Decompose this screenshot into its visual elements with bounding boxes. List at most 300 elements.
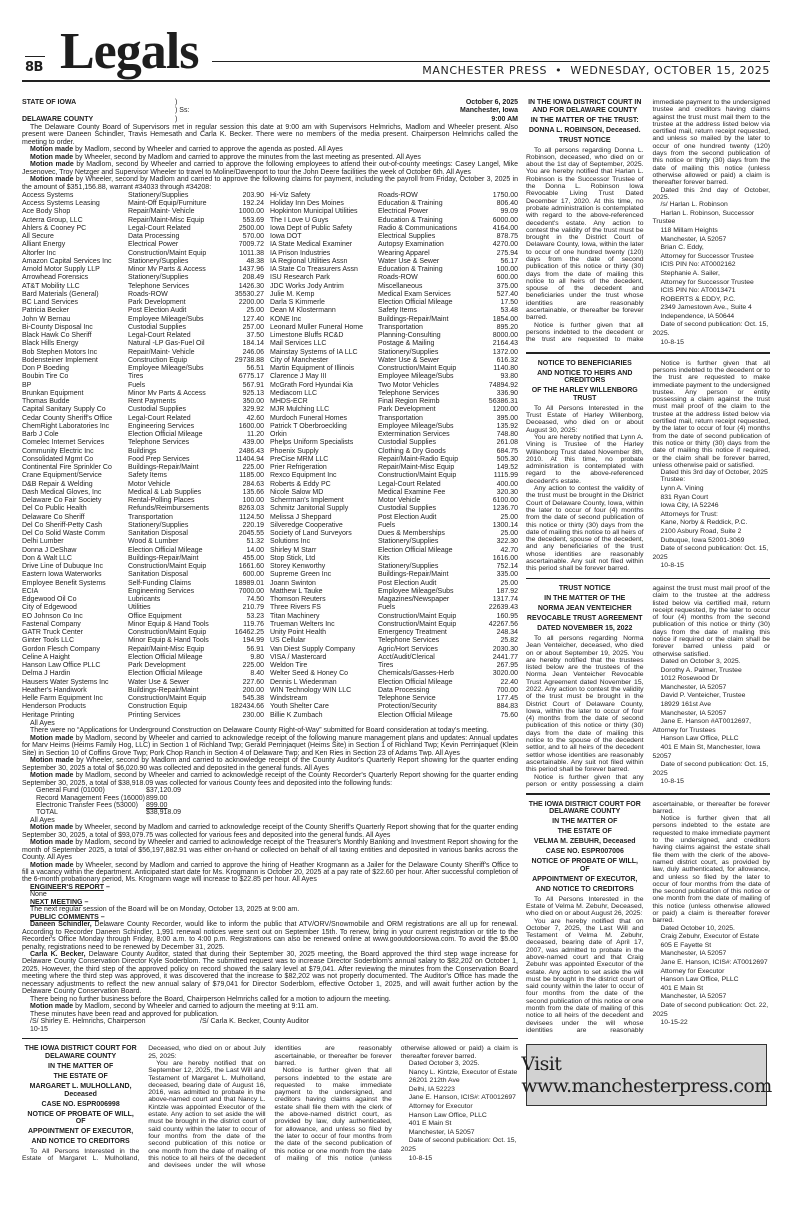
caption-time: 9:00 AM <box>491 115 518 123</box>
notice-signature-line: Manchester, IA 52057 <box>660 950 727 958</box>
claim-vendor: Del Co Sheriff-Petty Cash <box>22 521 103 529</box>
claim-row <box>22 283 518 291</box>
claim-vendor: Murdoch Funeral Homes <box>270 414 348 422</box>
claim-amount: 93.80 <box>500 373 518 381</box>
claim-category: Election Official Mileage <box>378 546 453 554</box>
section-heading <box>22 884 518 891</box>
minutes-paragraph <box>22 839 518 861</box>
claim-amount: 246.06 <box>242 348 264 356</box>
claim-category: Repair/Maint-Radio Equip <box>378 455 459 463</box>
claim-category: Office Equipment <box>128 612 182 620</box>
notice-signature-line: Attorney for Successor Trustee <box>660 252 754 260</box>
minutes-line: None <box>30 891 47 899</box>
claim-category: Magazines/Newspaper <box>378 596 450 604</box>
claim-vendor: All Secure <box>22 233 54 241</box>
claim-vendor: Community Electric Inc <box>22 447 94 455</box>
claim-category: Postage & Mailing <box>378 340 435 348</box>
claim-amount: 700.00 <box>496 686 518 694</box>
claim-category: Construction/Maint Equip <box>128 695 207 703</box>
section-heading <box>22 914 518 921</box>
claim-amount: 400.00 <box>496 480 518 488</box>
claim-vendor: Delaware Co Fair Society <box>22 497 102 505</box>
claim-vendor: Edgewood Oil Co <box>22 596 77 604</box>
claim-vendor: Crane Equipment/Service <box>22 472 102 480</box>
claim-amount: 17.50 <box>500 299 518 307</box>
claim-category: Construction/Maint Equip <box>128 563 207 571</box>
claim-vendor: Arnold Motor Supply LLP <box>22 266 100 274</box>
claim-row <box>22 703 518 711</box>
claim-vendor: Ace Body Shop <box>22 208 71 216</box>
claim-category: Stationery/Supplies <box>128 521 189 529</box>
claim-vendor: Heather's Handiwork <box>22 686 87 694</box>
claim-vendor: Dennis L Wiedenman <box>270 678 337 686</box>
claim-vendor: Mainstay Systems of IA LLC <box>270 348 358 356</box>
notice-signature-line: Iowa City, IA 52246 <box>660 502 719 510</box>
claim-category: Park Development <box>378 406 436 414</box>
claim-category: Safety Items <box>378 307 417 315</box>
paragraph-text: by Madlom, second by Wheeler and carried to approve the agenda as posted. All Ayes <box>73 146 343 154</box>
claim-category: Stationery/Supplies <box>378 563 439 571</box>
notice-signature-line: 1012 Rosewood Dr <box>660 675 719 683</box>
claim-category: Wood & Lumber <box>128 538 179 546</box>
claim-row <box>22 373 518 381</box>
minutes-line: There being no further business before the Board, Chairperson Helmrichs called for a motion to adjourn the meeting. <box>30 995 391 1003</box>
claim-vendor: Orkin <box>270 431 287 439</box>
claim-amount: 25.82 <box>500 637 518 645</box>
motion-label: Motion made <box>30 176 74 184</box>
claim-vendor: City of Manchester <box>270 356 329 364</box>
claim-amount: 16462.25 <box>234 629 264 637</box>
claim-amount: 505.30 <box>496 455 518 463</box>
claim-row <box>22 604 518 612</box>
notice-signature-line: Jane E. Hanson #AT0012697, Attorney for Trustees <box>652 718 752 734</box>
claim-amount: 225.00 <box>242 662 264 670</box>
claim-row <box>22 464 518 472</box>
claim-row <box>22 563 518 571</box>
notice-signature-line: Dated October 3, 2025. <box>408 1059 480 1067</box>
caption-paren: ) <box>175 115 178 123</box>
minutes-body <box>22 720 518 1033</box>
claim-category: Utilities <box>128 604 151 612</box>
notice-heading: APPOINTMENT OF EXECUTOR, <box>532 875 638 883</box>
paragraph-text: by Wheeler, second by Madlom and carried to acknowledge receipt of the County Sheriff's Quarterly Report showing that for the quarter ending September 30, 2025, a total of $93,079.75 was collected for various fees and deposited into the general funds. All Ayes <box>22 824 518 839</box>
motion-label: Carla K. Becker, <box>30 951 86 959</box>
claim-category: Repair/Maint-Misc Equip <box>128 216 205 224</box>
paragraph-text: Delaware County Recorder, would like to inform the public that ATV/ORV/Snowmobile and ORM registrations are all up for renewal. According to Recorder Daneen Schindler, 1,991 renewal notices were sent out on September 15th. To renew, bring in your current registration or title to the Recorder's Office Monday through Friday, 8:00 a.m. to 4:00 p.m. Registrations can also be renewed online at www.gooutdoorsiowa.com. To avoid the $5.00 penalty, registrations need to be renewed by December 31, 2025. <box>22 921 518 951</box>
claim-category: Employee Mileage/Subs <box>378 422 454 430</box>
claim-row <box>22 307 518 315</box>
claim-vendor: KONE Inc <box>270 315 302 323</box>
notice-paragraph: Any action to contest the validity of the trust must be brought in the District Court of Delaware County, Iowa, within the later to occur of four (4) months from the date of second publication of this notice or thirty (30) days from the date of mailing this notice to all heirs of the decedent, spouse of the decedent, and any beneficiaries of the trust whose identities are reasonably ascertainable. Any suit not filed within this period shall be forever barred. <box>526 485 644 573</box>
separator-bullet: • <box>555 64 563 77</box>
notice-signature-line: Attorney for Executor <box>408 1102 473 1110</box>
claim-vendor: Schmitz Janitorial Supply <box>270 505 349 513</box>
claim-category: Election Official Mileage <box>378 299 453 307</box>
claim-vendor: US Cellular <box>270 637 306 645</box>
notice-paragraph: To All Persons Interested in the Estate of Velma M. Zebuhr, Deceased, who died on or about August 26, 2025: <box>526 895 644 918</box>
claim-row <box>22 390 518 398</box>
claim-category: Lubricants <box>128 596 161 604</box>
caption-paren: ) <box>175 99 178 106</box>
claim-vendor: MJR Mulching LLC <box>270 406 330 414</box>
claim-amount: 227.60 <box>242 678 264 686</box>
claim-amount: 6000.00 <box>492 216 518 224</box>
minutes-paragraph <box>22 757 518 772</box>
notice-signature-line: Manchester, IA 52057 <box>660 683 727 691</box>
claim-vendor: The I Love U Guys <box>270 216 329 224</box>
motion-label: Motion made <box>30 161 74 169</box>
claim-amount: 187.92 <box>496 587 518 595</box>
signature: /S/ Carla K. Becker, County Auditor <box>200 1018 309 1026</box>
notice-signature-line: 10-8-15 <box>660 338 684 346</box>
claim-row <box>22 571 518 579</box>
claim-category: Telephone Services <box>128 439 190 447</box>
claim-amount: 275.94 <box>496 249 518 257</box>
claim-category: Clothing & Dry Goods <box>378 447 446 455</box>
caption-county: DELAWARE COUNTY <box>22 115 94 123</box>
claim-vendor: Alliant Energy <box>22 241 66 249</box>
claim-category: Buildings-Repair/Maint <box>378 571 449 579</box>
claim-category: Transportation <box>378 414 423 422</box>
claim-category: Stationery/Supplies <box>128 274 189 282</box>
claim-amount: 210.79 <box>242 604 264 612</box>
claim-amount: 203.90 <box>242 191 264 199</box>
motion-label: Motion made <box>30 772 74 780</box>
claim-vendor: ECIA <box>22 587 39 595</box>
claim-vendor: Silveredge Cooperative <box>270 521 343 529</box>
claim-amount: 51.32 <box>246 538 264 546</box>
claim-vendor: Solutions Inc <box>270 538 311 546</box>
claim-category: Minor Mv Parts & Access <box>128 389 206 397</box>
claim-category: Employee Mileage/Subs <box>128 365 204 373</box>
claim-vendor: Amazon Capital Services Inc <box>22 257 112 265</box>
motion-label: Motion made <box>30 734 74 742</box>
claim-amount: 8.40 <box>250 670 264 678</box>
claim-vendor: Delma J Hardin <box>22 670 71 678</box>
paragraph-text: by Wheeler, second by Madlom and carried to acknowledge receipt of the County Auditor's Quarterly Report showing for the quarter ending September 30, 2025 a total of $6,020.90 was collected and deposited in the general funds. All Ayes <box>22 757 518 772</box>
signature: /S/ Shirley E. Helmrichs, Chairperson <box>30 1018 146 1026</box>
motion-label: Motion made <box>30 839 74 847</box>
claim-amount: 35530.27 <box>234 290 264 298</box>
motion-label: Motion made <box>30 153 74 161</box>
claim-row <box>22 621 518 629</box>
claim-category: Motor Vehicle <box>378 497 421 505</box>
claim-row <box>22 662 518 670</box>
paragraph-text: by Madlom, second by Wheeler and carried to acknowledge receipt of the Treasurer's Monthly Banking and Investment Report showing for the month of September 2025, a total of $56,197,882.91 was either on-hand or collected on behalf of all taxing entities and deposited in various banks across the County. All Ayes <box>22 839 518 862</box>
claim-vendor: Shirley M Starr <box>270 546 317 554</box>
notice-signature-line: David P. Venteicher, Trustee <box>660 692 746 700</box>
minutes-line: All Ayes <box>30 719 55 727</box>
claim-category: Electrical Power <box>128 241 179 249</box>
claim-amount: 6100.00 <box>492 497 518 505</box>
claim-amount: 1426.30 <box>238 282 264 290</box>
claim-vendor: BP <box>22 381 32 389</box>
claim-category: Employee Mileage/Subs <box>128 315 204 323</box>
claim-amount: 1750.00 <box>492 191 518 199</box>
claim-amount: 2441.77 <box>492 653 518 661</box>
claim-category: Emergency Treatment <box>378 629 447 637</box>
notice-signature-line: Craig Zebuhr, Executor of Estate <box>660 933 760 941</box>
claim-vendor: EO Johnson Co Inc <box>22 612 83 620</box>
dateline <box>418 64 770 77</box>
minutes-paragraph <box>22 772 518 787</box>
notice-heading: TRUST NOTICE <box>558 585 611 592</box>
claim-category: Engineering Services <box>128 422 195 430</box>
motion-label: Motion made <box>30 861 74 869</box>
claim-amount: 48.38 <box>246 257 264 265</box>
claim-amount: 149.52 <box>496 464 518 472</box>
claim-vendor: Billie K Zumbach <box>270 711 323 719</box>
claim-category: Engineering Services <box>128 587 195 595</box>
claim-category: Fuels <box>378 604 396 612</box>
robinson-trust-notice <box>526 99 770 347</box>
claim-amount: 177.45 <box>496 695 518 703</box>
claim-category: Final Region Reimb <box>378 398 440 406</box>
claim-vendor: Mediacom LLC <box>270 389 318 397</box>
notice-signature-line: ROBERTS & EDDY, P.C. <box>660 295 736 303</box>
notice-heading: NORMA JEAN VENTEICHER <box>537 604 632 612</box>
notice-signature-line: ICIS PIN No: AT0013471 <box>660 287 736 295</box>
claim-vendor: Supreme Green Inc <box>270 571 332 579</box>
claim-vendor: Celine A Haight <box>22 653 70 661</box>
claim-category: Post Election Audit <box>378 579 437 587</box>
claim-category: Custodial Supplies <box>128 406 186 414</box>
claim-row <box>22 712 518 720</box>
claim-row <box>22 497 518 505</box>
claim-category: Radio & Communications <box>378 224 457 232</box>
paragraph-text: by Wheeler, second by Madlom and carried to approve the minutes from the last meeting as presented. All Ayes <box>73 153 421 161</box>
paragraph-text: by Wheeler, second by Madlom and carried to approve the following claims for payment, including the payroll from Friday, October 3, 2025 in the amount of $351,156.88, warrant #34033 through #34208: <box>22 176 518 191</box>
notice-signature-line: Jane E. Hanson, ICIS#: AT0012697 <box>408 1094 516 1102</box>
paragraph-text: There were no “Applications for Underground Construction on Delaware County Right-of-Way” submitted for Board consideration at today's meeting. <box>30 727 489 735</box>
claims-table <box>22 192 518 720</box>
minutes-intro <box>22 124 518 191</box>
claim-category: Telephone Services <box>378 637 440 645</box>
section-heading-label: NEXT MEETING <box>30 898 83 906</box>
claim-amount: 127.40 <box>242 315 264 323</box>
claim-amount: 1140.80 <box>493 365 518 373</box>
claim-amount: 925.13 <box>242 389 264 397</box>
claim-amount: 194.99 <box>242 637 264 645</box>
claim-row <box>22 250 518 258</box>
claim-row <box>22 456 518 464</box>
claim-amount: 75.60 <box>500 711 518 719</box>
claim-amount: 1185.00 <box>239 472 264 480</box>
notice-paragraph: Dated this 2nd day of October, 2025. <box>652 186 770 201</box>
motion-label: Motion made <box>30 824 74 832</box>
claim-category: Custodial Supplies <box>128 323 186 331</box>
claim-amount: 570.00 <box>242 233 264 241</box>
claim-amount: 25.00 <box>246 307 264 315</box>
claim-category: Custodial Supplies <box>378 505 436 513</box>
claim-amount: 182434.66 <box>230 703 264 711</box>
notice-heading: VELMA M. ZEBUHR, Deceased <box>533 838 636 846</box>
website-ad[interactable] <box>521 1044 772 1106</box>
claim-amount: 8263.03 <box>238 505 264 513</box>
motion-label: Daneen Schindler, <box>30 921 92 929</box>
claim-row <box>22 670 518 678</box>
notice-signature-line: Dated on October 3, 2025. <box>660 657 741 665</box>
claim-vendor: Black Hawk Co Sheriff <box>22 332 92 340</box>
notice-paragraph: Notice is further given that all persons indebted to the estate are requested to make immediate payment to the undersigned, and creditors having claims against the estate shall file them with the clerk of the above-named district court, as provided by law, duly authenticated, for allowance, and unless so filed by the later to occur of four months from the date of the second publication of this notice or one month from the date of mailing of this notice (unless otherwise allowed or paid) a claim is thereafter forever barred. <box>274 1045 518 1162</box>
claim-row <box>22 415 518 423</box>
claim-amount: 1000.00 <box>238 208 264 216</box>
notice-heading: NOTICE OF PROBATE OF WILL, OF <box>27 1110 134 1126</box>
claim-vendor: Unity Point Health <box>270 629 327 637</box>
claim-amount: 53.23 <box>246 612 264 620</box>
claim-vendor: Eastern Iowa Waterworks <box>22 571 102 579</box>
claim-category: Election Official Mileage <box>128 546 203 554</box>
claim-amount: 22639.43 <box>488 604 518 612</box>
notice-heading: REVOCABLE TRUST AGREEMENT <box>526 614 643 622</box>
claim-vendor: Windstream <box>270 695 308 703</box>
claim-row <box>22 538 518 546</box>
notice-signature-line: Attorney for Executor <box>660 967 725 975</box>
claim-row <box>22 530 518 538</box>
claim-vendor: Patricia Becker <box>22 307 70 315</box>
claim-amount: 42.60 <box>246 414 264 422</box>
notice-paragraph: To All Persons Interested in the Estate of Margaret L. Mulholland, Deceased, who died on or about July 25, 2025: <box>22 1045 266 1163</box>
claim-amount: 335.00 <box>496 571 518 579</box>
claim-category: Sanitation Disposal <box>128 571 188 579</box>
claim-vendor: MHDS-ECR <box>270 398 308 406</box>
claim-amount: 7009.72 <box>238 241 264 249</box>
claim-row <box>22 233 518 241</box>
claim-amount: 1300.14 <box>492 521 518 529</box>
fund-name: General Fund (01000) <box>36 787 105 795</box>
notice-signature-line: Trustee: <box>660 476 686 484</box>
claim-vendor: Access Systems <box>22 191 74 199</box>
claim-category: Kits <box>378 554 390 562</box>
notice-signature-line: Kane, Norby & Reddick, P.C. <box>660 519 748 527</box>
minutes-paragraph <box>22 154 518 161</box>
notice-signature-line: Brian C. Eddy, <box>660 244 704 252</box>
notice-signature-line: Date of second publication: Oct. 15, 2025. <box>652 321 769 338</box>
claim-vendor: Three Rivers FS <box>270 604 321 612</box>
caption-spacer <box>22 107 175 115</box>
claim-category: Water Use & Sewer <box>128 678 190 686</box>
claim-category: Acct/Audit/Clerical <box>378 653 435 661</box>
claim-category: Construction/Maint Equip <box>128 629 207 637</box>
claim-amount: 4164.00 <box>492 224 518 232</box>
claim-vendor: Prier Refrigeration <box>270 464 327 472</box>
claim-vendor: Heritage Printing <box>22 711 75 719</box>
notice-signature-line: 2100 Asbury Road, Suite 2 <box>660 527 742 535</box>
claim-vendor: Henderson Products <box>22 703 86 711</box>
notice-signature-line: Harlan L. Robinson, Successor Trustee <box>652 209 755 226</box>
claim-vendor: Fastenal Company <box>22 620 81 628</box>
minutes-line: The next regular session of the Board will be on Monday, October 13, 2025 at 9:00 am. <box>30 906 300 914</box>
claim-vendor: Donna J DeShaw <box>22 546 77 554</box>
claim-vendor: IA Prison Industries <box>270 249 331 257</box>
notice-divider <box>526 352 770 353</box>
claim-category: Roads-ROW <box>128 290 168 298</box>
claim-amount: 230.00 <box>242 711 264 719</box>
claim-amount: 2500.00 <box>238 224 264 232</box>
notice-signature-line: Manchester, IA 52057 <box>660 235 727 243</box>
claim-amount: 257.00 <box>242 323 264 331</box>
notice-signature-line: Hanson Law Office, PLLC <box>408 1111 487 1119</box>
masthead-rule <box>212 61 770 62</box>
claim-vendor: Martin Equipment of Illinois <box>270 365 355 373</box>
notice-signature-line: 10-8-15 <box>660 778 684 786</box>
claim-amount: 1011.38 <box>239 249 264 257</box>
fund-name: Electronic Transfer Fees (53000) <box>36 801 138 809</box>
heading-dash: – <box>82 898 89 906</box>
claim-category: Stationery/Supplies <box>128 191 189 199</box>
claim-amount: 2200.00 <box>238 299 264 307</box>
claim-category: Park Development <box>128 299 186 307</box>
claim-category: Legal-Court Related <box>128 414 191 422</box>
claim-category: Wearing Apparel <box>378 249 430 257</box>
motion-label: Motion made <box>30 146 74 154</box>
claim-category: Tires <box>378 662 394 670</box>
notice-signature-line: 18929 161st Ave <box>660 700 712 708</box>
claim-amount: 748.80 <box>496 431 518 439</box>
claim-vendor: IA State Medical Examiner <box>270 241 353 249</box>
claim-vendor: Helle Farm Equipment Inc <box>22 695 103 703</box>
minutes-paragraph <box>22 862 518 884</box>
claim-amount: 11404.94 <box>235 455 264 463</box>
minutes-caption <box>22 99 518 124</box>
recorder-funds-table <box>22 787 518 817</box>
claim-vendor: Darla S Kimmerle <box>270 299 325 307</box>
claim-vendor: Drive Line of Dubuque Inc <box>22 563 103 571</box>
claim-category: Refunds/Reimbursements <box>128 505 209 513</box>
claim-category: Fuels <box>128 381 146 389</box>
claim-amount: 119.76 <box>243 620 264 628</box>
claim-amount: 1236.70 <box>492 505 518 513</box>
claim-vendor: Roberts & Eddy PC <box>270 480 331 488</box>
claim-row <box>22 637 518 645</box>
claim-row <box>22 613 518 621</box>
minutes-line: All Ayes <box>30 816 55 824</box>
claim-category: Electrical Supplies <box>378 233 436 241</box>
claim-row <box>22 439 518 447</box>
claim-vendor: Matthew L Tauke <box>270 587 323 595</box>
claim-vendor: Julie M. Kemp <box>270 290 315 298</box>
claim-vendor: Ahlers & Cooney PC <box>22 224 87 232</box>
claim-amount: 100.00 <box>242 497 264 505</box>
claim-category: Construction/Maint Equip <box>128 249 207 257</box>
notice-heading: OF THE HARLEY WILLENBORG TRUST <box>531 387 638 402</box>
claim-vendor: Black Hills Energy <box>22 340 79 348</box>
claim-amount: 350.00 <box>242 398 264 406</box>
notice-signature-line: Dorothy A. Palmer, Trustee <box>660 666 742 674</box>
claim-category: Construction Equip <box>128 356 188 364</box>
claim-category: Food Prep Services <box>128 455 190 463</box>
fund-amount: $38,918.09 <box>146 809 182 817</box>
claim-row <box>22 316 518 324</box>
notice-heading: AND NOTICE TO CREDITORS <box>535 885 634 893</box>
notice-signature-line: 2349 Jamestown Ave., Suite 4 <box>660 304 752 312</box>
notice-signature-line: Manchester, IA 52057 <box>408 1128 475 1136</box>
claim-row <box>22 588 518 596</box>
notice-signature-line: Date of second publication: Oct. 22, 2025 <box>652 1001 769 1018</box>
notice-signature-line: /s/ Harlan L. Robinson <box>660 201 728 209</box>
claim-row <box>22 555 518 563</box>
claim-vendor: Rexco Equipment Inc <box>270 472 337 480</box>
claim-category: Water Use & Sewer <box>378 356 440 364</box>
claim-amount: 220.19 <box>242 521 264 529</box>
notice-paragraph: To all persons regarding Donna L. Robinson, deceased, who died on or about the 1st day of September, 2025. You are hereby notified that Harlan L. Robinson is the Successor Trustee of the Donna L. Robinson Iowa Revocable Living Trust Dated December 17, 2020. At this time, no probate administration is contemplated with regard to the above-referenced decedent's estate. Any action to contest the validity of the trust must be brought in the District Court of Delaware County, Iowa, within the later to occur of one hundred twenty (120) days from the date of second publication of this notice or thirty (30) days from the date of mailing this notice to all heirs of the decedent, spouse of the decedent and beneficiaries under the trust whose identities are reasonably ascertainable, or thereafter be forever barred. <box>526 146 644 322</box>
claim-amount: 2486.43 <box>238 447 264 455</box>
claim-category: Minor Equip & Hand Tools <box>128 637 209 645</box>
motion-label: Motion made <box>30 757 74 765</box>
section-heading <box>22 899 518 906</box>
notice-signature-line: Dated October 10, 2025. <box>660 924 735 932</box>
claim-row <box>22 505 518 513</box>
